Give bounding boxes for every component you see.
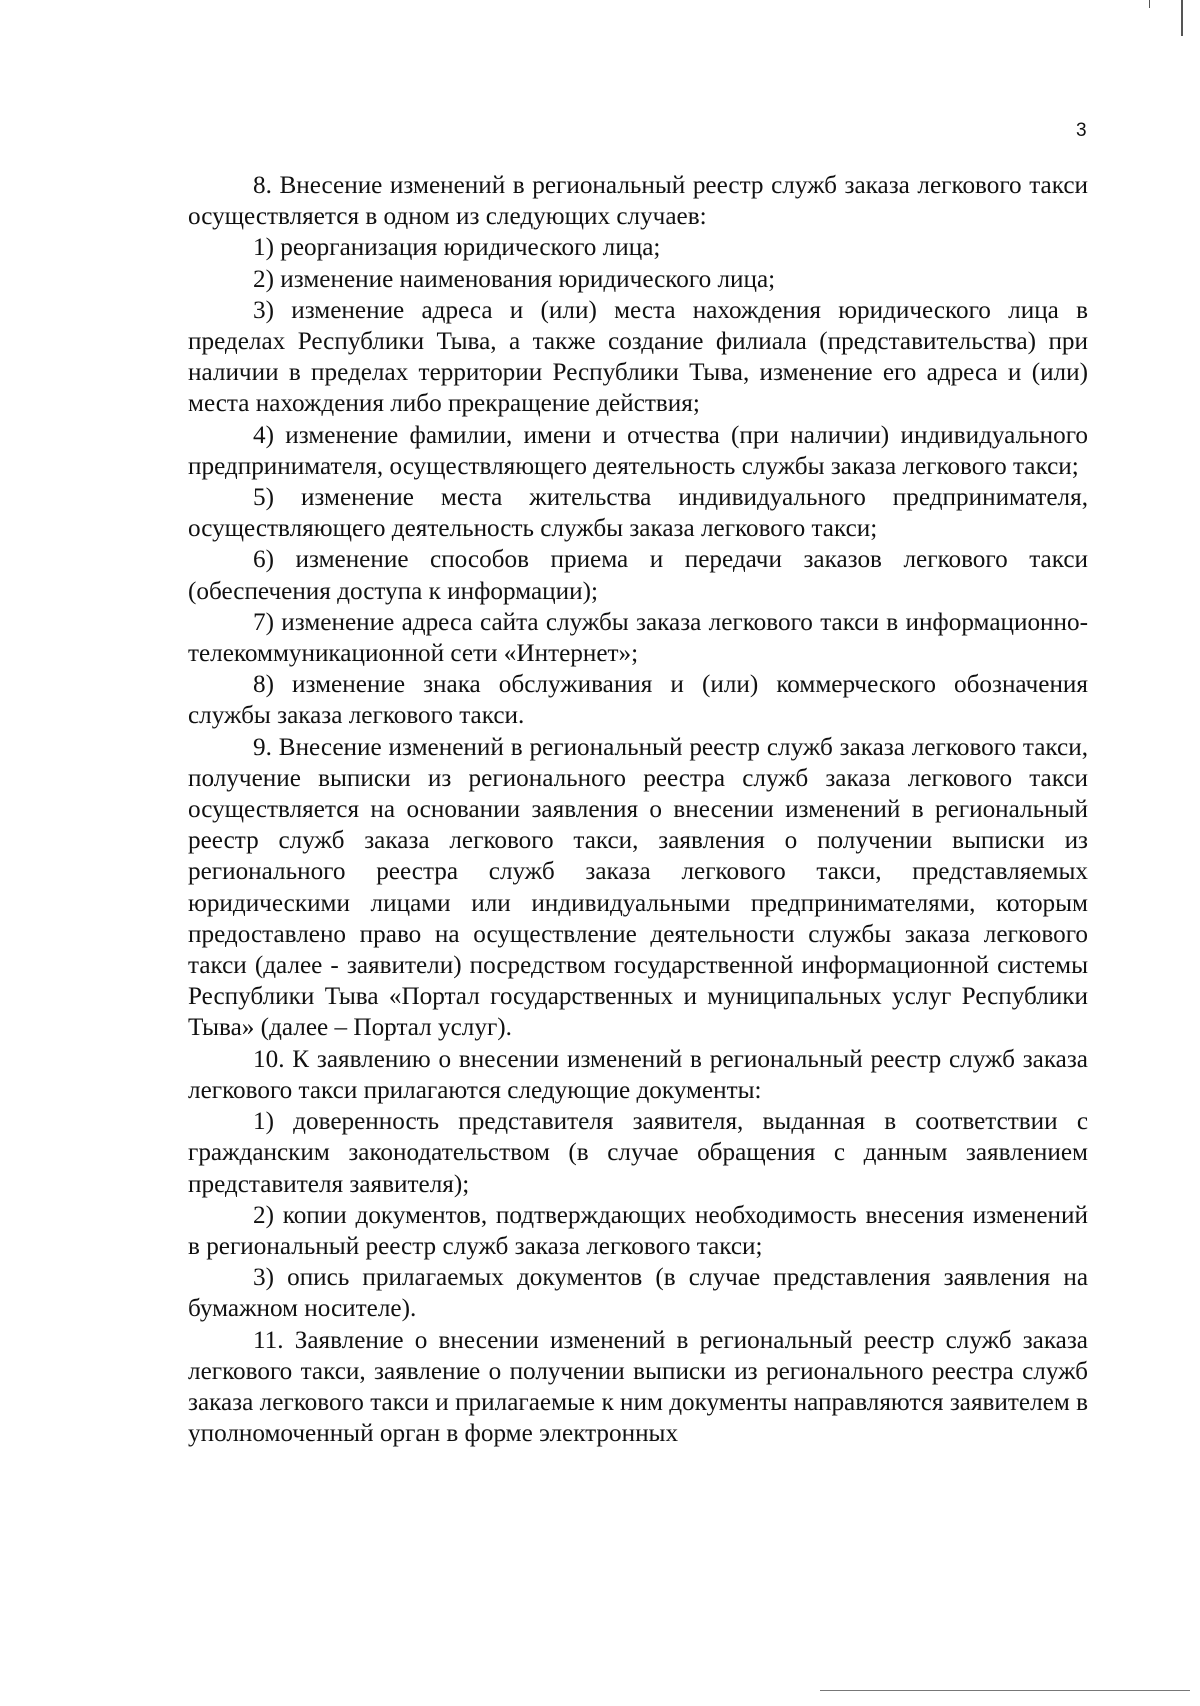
paragraph: 11. Заявление о внесении изменений в региональный реестр служб заказа легкового такси, заявление о получении выписки из регионального реестра служб заказа легкового такси и прилагаемые к ним документы направляются заявителем в уполномоченный орган в форме электронных	[188, 1326, 1088, 1448]
paragraph: 3) опись прилагаемых документов (в случае представления заявления на бумажном носителе).	[188, 1264, 1088, 1323]
paragraph: 3) изменение адреса и (или) места нахождения юридического лица в пределах Республики Тыва, а также создание филиала (представительства) при наличии в пределах территории Республики Тыва, изменение его адреса и (или) места нахождения либо прекращение действия;	[188, 296, 1088, 418]
page-number: 3	[1076, 120, 1087, 141]
paragraph: 6) изменение способов приема и передачи заказов легкового такси (обеспечения доступа к информации);	[188, 546, 1088, 605]
scan-edge-mark	[1149, 0, 1150, 8]
paragraph: 2) изменение наименования юридического лица;	[253, 265, 776, 293]
paragraph: 9. Внесение изменений в региональный реестр служб заказа легкового такси, получение выписки из регионального реестра служб заказа легкового такси осуществляется на основании заявления о внесении изменений в региональный реестр служб заказа легкового такси, заявления о получении выписки из регионального реестра служб заказа легкового такси, представляемых юридическими лицами или индивидуальными предпринимателями, которым предоставлено право на осуществление деятельности службы заказа легкового такси (далее - заявители) посредством государственной информационной системы Республики Тыва «Портал государственных и муниципальных услуг Республики Тыва» (далее – Портал услуг).	[188, 733, 1088, 1042]
paragraph: 2) копии документов, подтверждающих необходимость внесения изменений в региональный реестр служб заказа легкового такси;	[188, 1201, 1088, 1260]
paragraph: 8. Внесение изменений в региональный реестр служб заказа легкового такси осуществляется в одном из следующих случаев:	[188, 172, 1088, 231]
document-body	[188, 170, 1088, 1449]
scan-footer-line	[820, 1690, 1190, 1691]
paragraph: 10. К заявлению о внесении изменений в региональный реестр служб заказа легкового такси прилагаются следующие документы:	[188, 1045, 1088, 1104]
paragraph: 4) изменение фамилии, имени и отчества (при наличии) индивидуального предпринимателя, осуществляющего деятельность службы заказа легкового такси;	[188, 421, 1088, 480]
paragraph: 1) доверенность представителя заявителя, выданная в соответствии с гражданским законодательством (в случае обращения с данным заявлением представителя заявителя);	[188, 1108, 1088, 1198]
paragraph: 8) изменение знака обслуживания и (или) коммерческого обозначения службы заказа легкового такси.	[188, 671, 1088, 730]
paragraph: 1) реорганизация юридического лица;	[253, 234, 661, 262]
scan-edge-mark	[1181, 0, 1183, 36]
paragraph: 5) изменение места жительства индивидуального предпринимателя, осуществляющего деятельность службы заказа легкового такси;	[188, 484, 1088, 543]
paragraph: 7) изменение адреса сайта службы заказа легкового такси в информационно-телекоммуникационной сети «Интернет»;	[188, 608, 1088, 668]
